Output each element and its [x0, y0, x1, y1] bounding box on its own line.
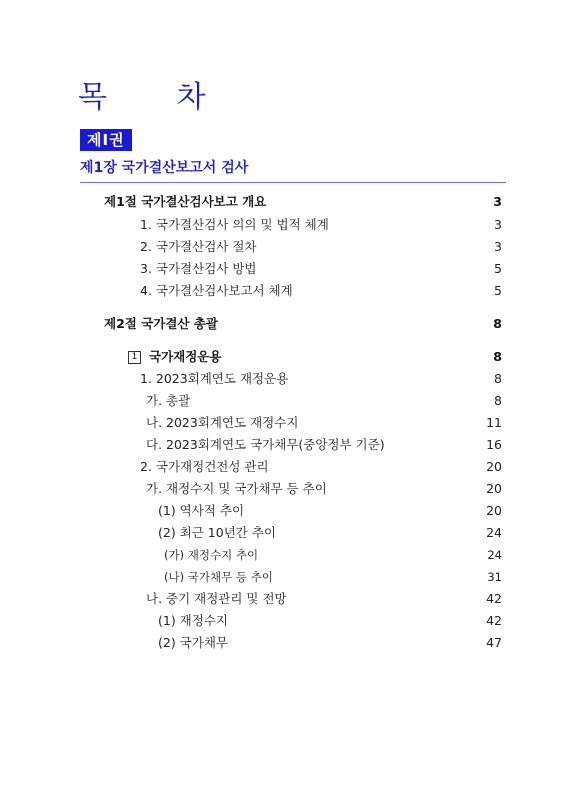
toc-page-number: 24 [487, 548, 502, 562]
toc-box-heading[interactable] [128, 348, 502, 366]
volume-badge: 제Ⅰ권 [80, 129, 132, 151]
toc-section-2[interactable] [104, 315, 502, 333]
toc-page-number: 42 [486, 591, 502, 606]
toc-label: 제1절 국가결산검사보고 개요 [104, 194, 267, 209]
toc-item[interactable] [158, 612, 502, 630]
toc-item[interactable] [146, 480, 502, 498]
toc-item[interactable] [140, 238, 502, 256]
toc-label: (2) 국가채무 [158, 635, 228, 650]
toc-label: (나) 국가채무 등 추이 [164, 570, 273, 584]
boxed-number-icon: 1 [128, 351, 141, 364]
toc-page-number: 31 [487, 570, 502, 584]
toc-label: 3. 국가결산검사 방법 [140, 261, 257, 276]
toc-label: 제2절 국가결산 총괄 [104, 316, 219, 331]
toc-page-number: 20 [486, 481, 502, 496]
toc-item[interactable] [146, 436, 502, 454]
toc-label: 가. 총괄 [146, 393, 191, 408]
toc-page-number: 42 [486, 613, 502, 628]
toc-page-number: 16 [486, 437, 502, 452]
toc-label: (가) 재정수지 추이 [164, 548, 259, 562]
toc-page-number: 5 [494, 261, 502, 276]
page-title: 목 차 [78, 80, 236, 115]
toc-item[interactable] [158, 502, 502, 520]
toc-section-1[interactable] [104, 193, 502, 211]
toc-label: 가. 재정수지 및 국가채무 등 추이 [146, 481, 327, 496]
toc-label: (1) 역사적 추이 [158, 503, 245, 518]
toc-page-number: 8 [494, 371, 502, 386]
toc-item[interactable] [164, 546, 502, 564]
toc-item[interactable] [164, 568, 502, 586]
toc-page-number: 8 [493, 316, 502, 331]
toc-page-number: 47 [486, 635, 502, 650]
toc-box-heading-label [128, 348, 221, 366]
toc-label: 1. 국가결산검사 의의 및 법적 체계 [140, 217, 329, 232]
toc-item[interactable] [140, 458, 502, 476]
chapter-title: 제1장 국가결산보고서 검사 [80, 160, 249, 176]
toc-item[interactable] [146, 414, 502, 432]
toc-item[interactable] [140, 370, 502, 388]
toc-page-number: 20 [486, 503, 502, 518]
toc-label: 4. 국가결산검사보고서 체계 [140, 283, 293, 298]
toc-item[interactable] [140, 216, 502, 234]
toc-item[interactable] [146, 590, 502, 608]
toc-label: 국가재정운용 [149, 349, 222, 364]
toc-item[interactable] [140, 282, 502, 300]
toc-page-number: 3 [493, 194, 502, 209]
toc-page-number: 5 [494, 283, 502, 298]
toc-item[interactable] [146, 392, 502, 410]
toc-page-number: 3 [494, 239, 502, 254]
toc-item[interactable] [158, 634, 502, 652]
toc-label: 2. 국가결산검사 절차 [140, 239, 257, 254]
toc-page-number: 20 [486, 459, 502, 474]
toc-label: 1. 2023회계연도 재정운용 [140, 371, 289, 386]
toc-page-number: 8 [494, 393, 502, 408]
toc-label: (2) 최근 10년간 추이 [158, 525, 276, 540]
toc-label: 나. 2023회계연도 재정수지 [146, 415, 299, 430]
toc-label: 2. 국가재정건전성 관리 [140, 459, 269, 474]
toc-label: (1) 재정수지 [158, 613, 228, 628]
toc-page-number: 24 [486, 525, 502, 540]
toc-page-number: 11 [486, 415, 502, 430]
toc-label: 나. 중기 재정관리 및 전망 [146, 591, 287, 606]
toc-item[interactable] [158, 524, 502, 542]
toc-page-number: 3 [494, 217, 502, 232]
toc-page-number: 8 [493, 349, 502, 364]
toc-label: 다. 2023회계연도 국가채무(중앙정부 기준) [146, 437, 385, 452]
toc-item[interactable] [140, 260, 502, 278]
